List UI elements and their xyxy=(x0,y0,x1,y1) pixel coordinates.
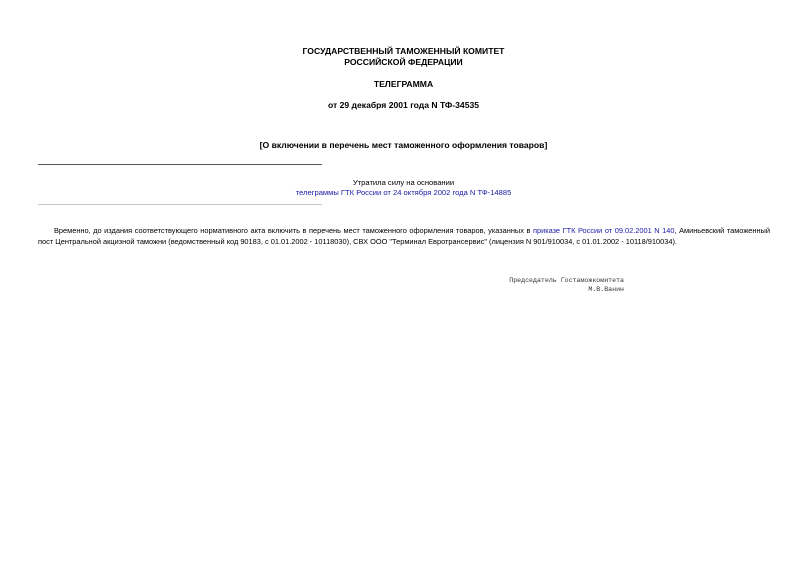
document-title: [О включении в перечень мест таможенного оформления товаров] xyxy=(259,140,548,150)
organization-line-1: ГОСУДАРСТВЕННЫЙ ТАМОЖЕННЫЙ КОМИТЕТ xyxy=(302,46,505,56)
repeal-document-link[interactable]: телеграммы ГТК России от 24 октября 2002 года N ТФ-14885 xyxy=(295,188,512,197)
organization-line-2: РОССИЙСКОЙ ФЕДЕРАЦИИ xyxy=(344,57,463,67)
bottom-divider xyxy=(38,204,322,205)
issuing-organization xyxy=(0,46,807,68)
status-line xyxy=(0,188,807,198)
body-paragraph xyxy=(38,226,770,247)
status-label: Утратила силу на основании xyxy=(352,178,455,187)
signatory-position: Председатель Гостаможкомитета xyxy=(509,277,624,284)
document-type: ТЕЛЕГРАММА xyxy=(373,79,434,89)
signatory-name: М.В.Ванин xyxy=(588,285,624,293)
body-text-before-link: Временно, до издания соответствующего нормативного акта включить в перечень мест таможенного оформления товаров, указанных в xyxy=(54,226,533,235)
document-date-number: от 29 декабря 2001 года N ТФ-34535 xyxy=(327,100,480,110)
body-text-after-link: , Аминьевский таможенный пост Центральной акцизной таможни (ведомственный код 90183, с 01.01.2002 - 10118030), СВХ ООО "Терминал Евротрансервис" (лицензия N 901/910034, с 01.01.2002 - 10118/910034). xyxy=(38,226,770,246)
top-divider xyxy=(38,164,322,165)
order-reference-link[interactable]: приказе ГТК России от 09.02.2001 N 140 xyxy=(532,226,675,235)
signature-block xyxy=(480,277,624,294)
